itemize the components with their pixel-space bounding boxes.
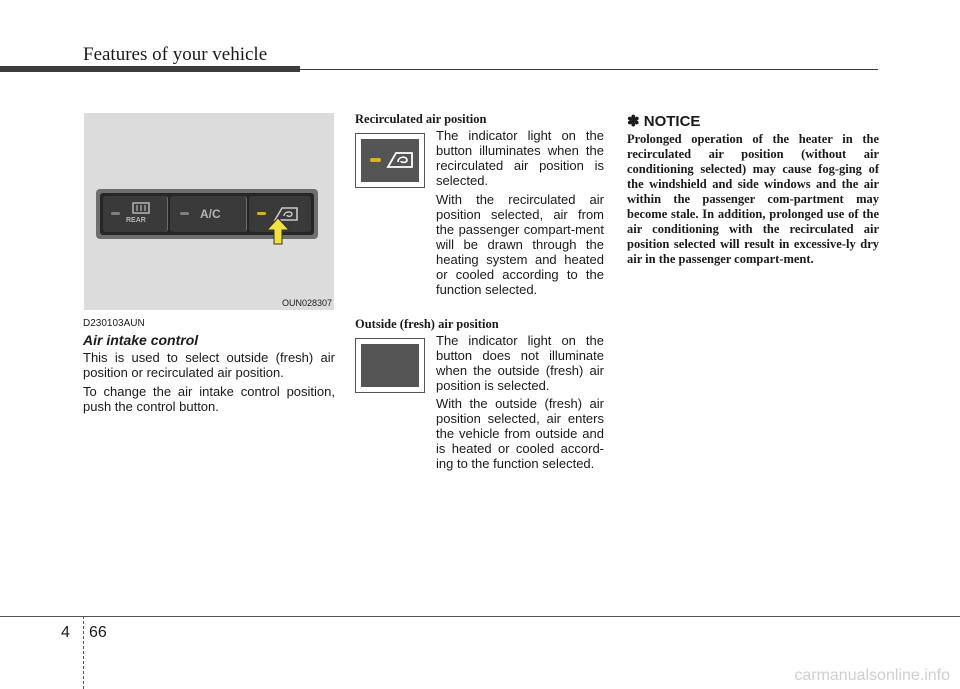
outside-desc-2: With the outside (fresh) air position selected, air enters the vehicle from outside and is heated or cooled accord-ing to the function selected. <box>436 396 604 471</box>
control-panel-figure <box>84 113 334 310</box>
outside-indicator-image <box>355 338 425 393</box>
ac-label: A/C <box>200 207 221 221</box>
rear-defrost-button <box>103 196 168 232</box>
recirculated-desc-1: The indicator light on the button illuminates when the recirculated air position is selected. <box>436 128 604 188</box>
rear-label: REAR <box>126 217 146 224</box>
chapter-number: 4 <box>61 624 70 641</box>
section-title: Air intake control <box>83 332 199 348</box>
intro-paragraph: This is used to select outside (fresh) air position or recirculated air position. <box>83 350 335 380</box>
recirculated-air-icon <box>386 150 414 170</box>
header-rule <box>300 69 878 70</box>
recirculated-indicator-led <box>370 158 381 162</box>
page-header-title: Features of your vehicle <box>83 44 268 65</box>
footer-divider <box>83 616 85 689</box>
recirculated-desc-2: With the recirculated air position selected, air from the passenger compart-ment will be drawn through the heating system and heated or cooled according to the function selected. <box>436 192 604 297</box>
notice-title: ✽ NOTICE <box>627 113 701 130</box>
recirculated-heading: Recirculated air position <box>355 112 487 126</box>
page-number: 66 <box>89 624 107 641</box>
footer-rule <box>0 616 960 617</box>
recirculated-indicator-image <box>355 133 425 188</box>
outside-desc-1: The indicator light on the button does not illuminate when the outside (fresh) air position is selected. <box>436 333 604 393</box>
outside-heading: Outside (fresh) air position <box>355 317 499 331</box>
ac-led <box>180 212 189 215</box>
header-bar <box>0 66 300 72</box>
ac-button <box>170 196 247 232</box>
pointer-arrow-icon <box>266 217 290 245</box>
section-code: D230103AUN <box>83 318 145 329</box>
rear-defrost-icon <box>131 201 151 215</box>
outside-button-surface <box>361 344 419 387</box>
figure-code: OUN028307 <box>281 298 332 308</box>
rear-defrost-led <box>111 212 120 215</box>
recirculation-led <box>257 212 266 215</box>
notice-body: Prolonged operation of the heater in the recirculated air position (without air conditioning selected) may cause fog-ging of the windshield and side windows and the air within the passenger com-partment may become stale. In addition, prolonged use of the air conditioning with the recirculated air position selected will result in excessive-ly dry air in the passenger compart-ment. <box>627 132 879 266</box>
watermark: carmanualsonline.info <box>794 667 950 684</box>
recirculated-button-surface <box>361 139 419 182</box>
instruction-paragraph: To change the air intake control position, push the control button. <box>83 384 335 414</box>
